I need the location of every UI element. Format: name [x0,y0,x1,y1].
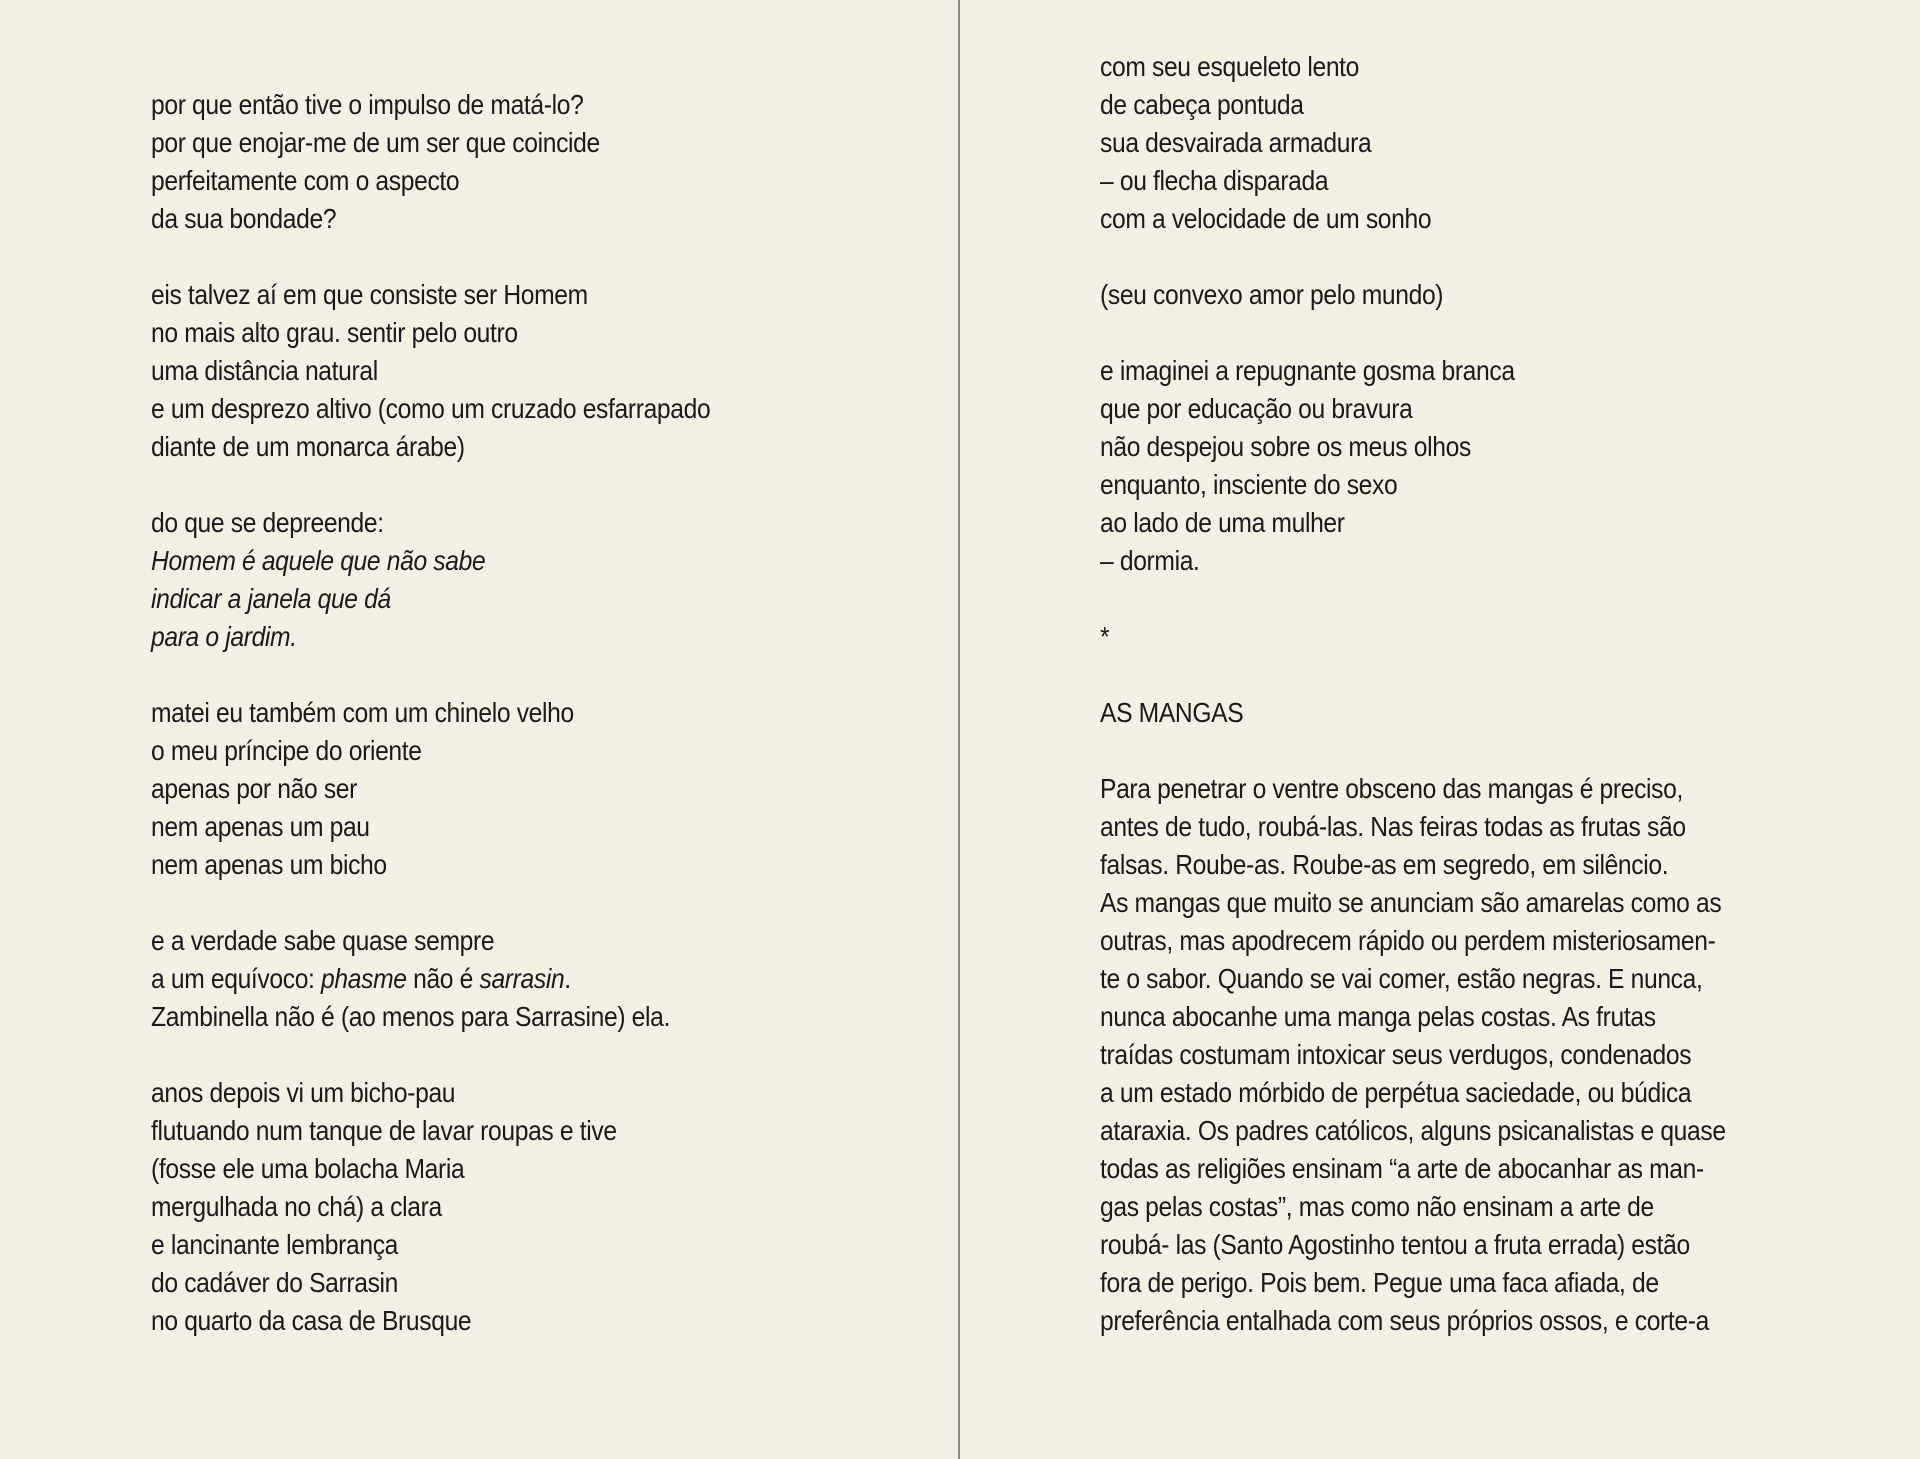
prose-line: falsas. Roube-as. Roube-as em segredo, em silêncio. [1100,849,1669,880]
book-gutter-line [958,0,960,1459]
poem-line: no quarto da casa de Brusque [151,1305,472,1336]
prose-paragraph [1100,770,1822,1340]
poem-line-italic: Homem é aquele que não sabe [151,545,486,576]
right-text [1100,48,1822,1340]
right-page [961,0,1920,1459]
prose-line: te o sabor. Quando se vai comer, estão negras. E nunca, [1100,963,1703,994]
poem-line: por que então tive o impulso de matá-lo? [151,89,584,120]
poem-line: – dormia. [1100,545,1200,576]
poem-line: apenas por não ser [151,773,358,804]
poem-line: matei eu também com um chinelo velho [151,697,574,728]
poem-line: que por educação ou bravura [1100,393,1413,424]
poem-line-mixed [151,960,908,998]
poem-line: Zambinella não é (ao menos para Sarrasine) ela. [151,1001,670,1032]
poem-line: flutuando num tanque de lavar roupas e tive [151,1115,617,1146]
prose-line: fora de perigo. Pois bem. Pegue uma faca afiada, de [1100,1267,1659,1298]
prose-line: todas as religiões ensinam “a arte de abocanhar as man- [1100,1153,1704,1184]
poem-line: (fosse ele uma bolacha Maria [151,1153,465,1184]
poem-line: do cadáver do Sarrasin [151,1267,399,1298]
poem-line: mergulhada no chá) a clara [151,1191,442,1222]
left-poem [151,86,908,1378]
prose-line: As mangas que muito se anunciam são amarelas como as [1100,887,1722,918]
poem-text: . [564,963,571,994]
poem-line: e um desprezo altivo (como um cruzado esfarrapado [151,393,711,424]
poem-line: no mais alto grau. sentir pelo outro [151,317,518,348]
prose-line: a um estado mórbido de perpétua saciedade, ou búdica [1100,1077,1692,1108]
section-heading [1100,694,1822,732]
poem-line: perfeitamente com o aspecto [151,165,460,196]
poem-text: não é [406,963,480,994]
prose-line: roubá- las (Santo Agostinho tentou a fruta errada) estão [1100,1229,1690,1260]
prose-line: traídas costumam intoxicar seus verdugos, condenados [1100,1039,1692,1070]
poem-line: o meu príncipe do oriente [151,735,422,766]
poem-line: enquanto, insciente do sexo [1100,469,1398,500]
poem-italic-word: sarrasin [479,963,565,994]
poem-stanza [1100,352,1822,580]
poem-line: com a velocidade de um sonho [1100,203,1432,234]
poem-line: do que se depreende: [151,507,384,538]
poem-line: não despejou sobre os meus olhos [1100,431,1471,462]
poem-line: ao lado de uma mulher [1100,507,1345,538]
prose-line: ataraxia. Os padres católicos, alguns psicanalistas e quase [1100,1115,1726,1146]
poem-stanza [1100,276,1822,314]
asterisk-separator: * [1100,621,1110,652]
poem-stanza [151,276,908,466]
poem-line: nem apenas um bicho [151,849,387,880]
poem-text: a um equívoco: [151,963,322,994]
poem-stanza [1100,48,1822,238]
prose-line: gas pelas costas”, mas como não ensinam a arte de [1100,1191,1654,1222]
poem-italic-word: phasme [321,963,407,994]
prose-line: outras, mas apodrecem rápido ou perdem misteriosamen- [1100,925,1716,956]
poem-line: da sua bondade? [151,203,337,234]
poem-line: diante de um monarca árabe) [151,431,465,462]
poem-line: nem apenas um pau [151,811,370,842]
left-page [0,0,958,1459]
poem-line: e a verdade sabe quase sempre [151,925,495,956]
poem-line: sua desvairada armadura [1100,127,1372,158]
poem-stanza [151,694,908,884]
poem-line-italic: para o jardim. [151,621,297,652]
poem-line: de cabeça pontuda [1100,89,1304,120]
poem-line: com seu esqueleto lento [1100,51,1360,82]
prose-line: nunca abocanhe uma manga pelas costas. As frutas [1100,1001,1656,1032]
poem-line-italic: indicar a janela que dá [151,583,391,614]
poem-line: – ou flecha disparada [1100,165,1329,196]
poem-line: anos depois vi um bicho-pau [151,1077,456,1108]
poem-stanza [151,86,908,238]
section-separator [1100,618,1822,656]
section-title: AS MANGAS [1100,697,1244,728]
poem-stanza [151,504,908,656]
poem-line: e imaginei a repugnante gosma branca [1100,355,1515,386]
poem-line: (seu convexo amor pelo mundo) [1100,279,1444,310]
poem-stanza [151,922,908,1036]
prose-line: preferência entalhada com seus próprios ossos, e corte-a [1100,1305,1709,1336]
prose-line: antes de tudo, roubá-las. Nas feiras todas as frutas são [1100,811,1686,842]
poem-line: e lancinante lembrança [151,1229,399,1260]
poem-line: por que enojar-me de um ser que coincide [151,127,600,158]
poem-line: eis talvez aí em que consiste ser Homem [151,279,588,310]
poem-stanza [151,1074,908,1340]
poem-line: uma distância natural [151,355,378,386]
prose-line: Para penetrar o ventre obsceno das mangas é preciso, [1100,773,1683,804]
